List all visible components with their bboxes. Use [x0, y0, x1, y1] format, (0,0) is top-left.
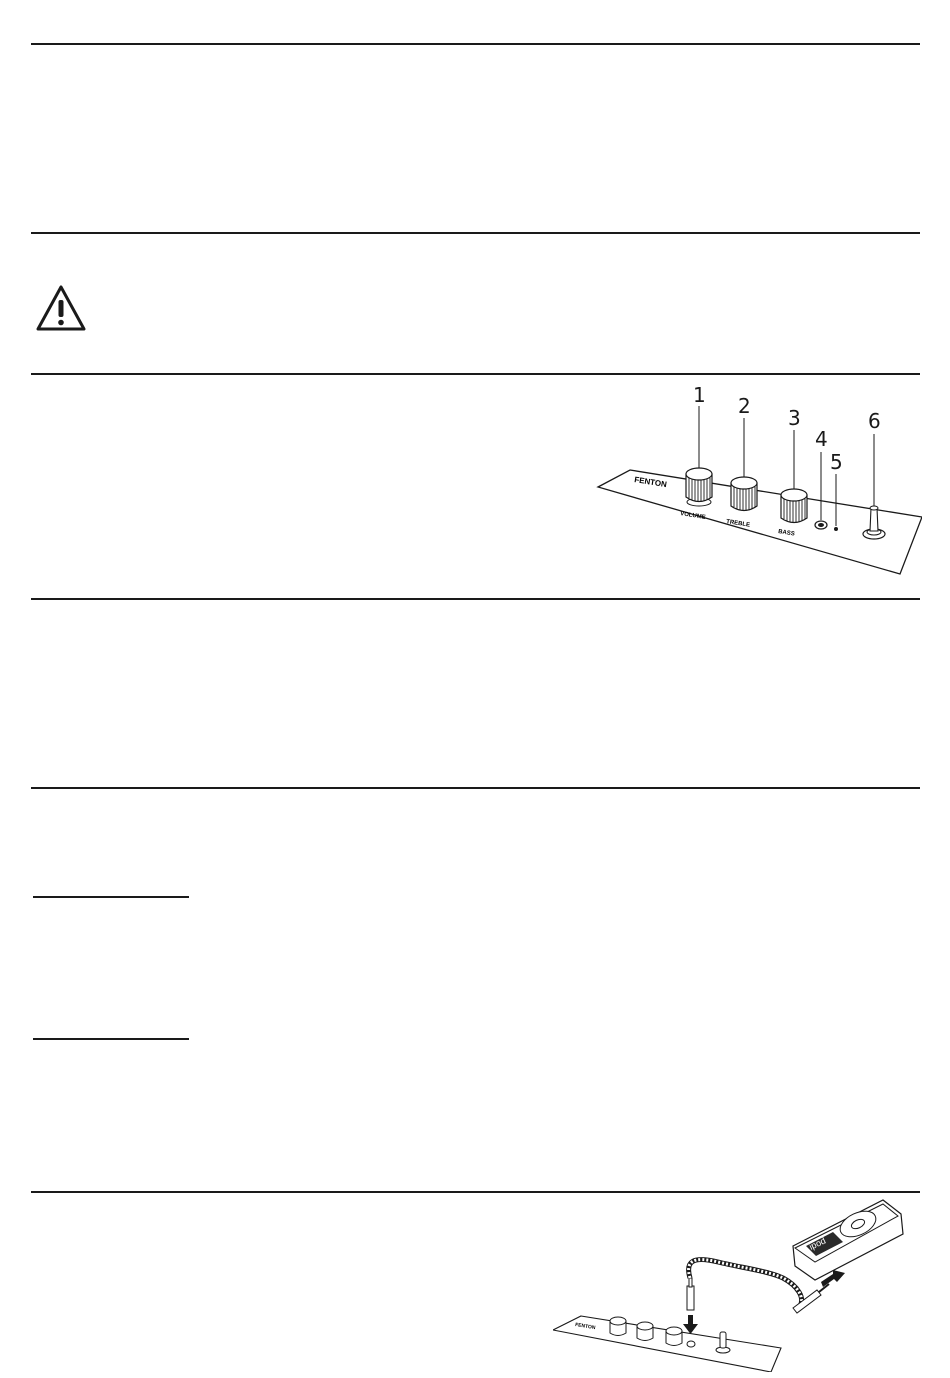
- bass-knob-label: BASS: [777, 529, 796, 538]
- section-divider-1: [31, 43, 920, 45]
- volume-knob: [686, 468, 712, 506]
- section-divider-3: [31, 373, 920, 375]
- insert-arrow-down-icon: [683, 1315, 698, 1334]
- section-divider-4: [31, 598, 920, 600]
- connection-figure: [553, 1196, 913, 1372]
- section-divider-5: [31, 787, 920, 789]
- callout-6: 6: [868, 409, 881, 433]
- panel-brand-label: FENTON: [633, 475, 668, 490]
- bass-knob: [781, 489, 807, 523]
- section-divider-6: [31, 1191, 920, 1193]
- treble-knob: [731, 477, 757, 511]
- media-player-icon: [793, 1200, 903, 1280]
- small-knob-2: [637, 1322, 653, 1341]
- subsection-underline-1: [33, 896, 189, 898]
- connection-panel-label: FENTON: [574, 1322, 596, 1332]
- callout-2: 2: [738, 394, 751, 418]
- subsection-underline-2: [33, 1038, 189, 1040]
- callout-5: 5: [830, 450, 843, 474]
- small-knob-3: [666, 1327, 682, 1346]
- section-divider-2: [31, 232, 920, 234]
- audio-cable: [689, 1260, 802, 1306]
- panel-input-jack: [687, 1341, 695, 1347]
- cable-plug-left: [687, 1278, 694, 1310]
- treble-knob-label: TREBLE: [725, 519, 751, 529]
- warning-triangle-icon: [35, 284, 87, 332]
- callout-4: 4: [815, 427, 828, 451]
- small-knob-1: [610, 1317, 626, 1336]
- player-screen-label: ipod: [807, 1235, 828, 1252]
- callout-3: 3: [788, 406, 801, 430]
- volume-knob-label: VOLUME: [679, 511, 706, 521]
- callout-1: 1: [693, 383, 706, 407]
- control-panel-figure: [592, 382, 922, 582]
- power-led: [834, 527, 838, 531]
- input-jack: [815, 521, 827, 529]
